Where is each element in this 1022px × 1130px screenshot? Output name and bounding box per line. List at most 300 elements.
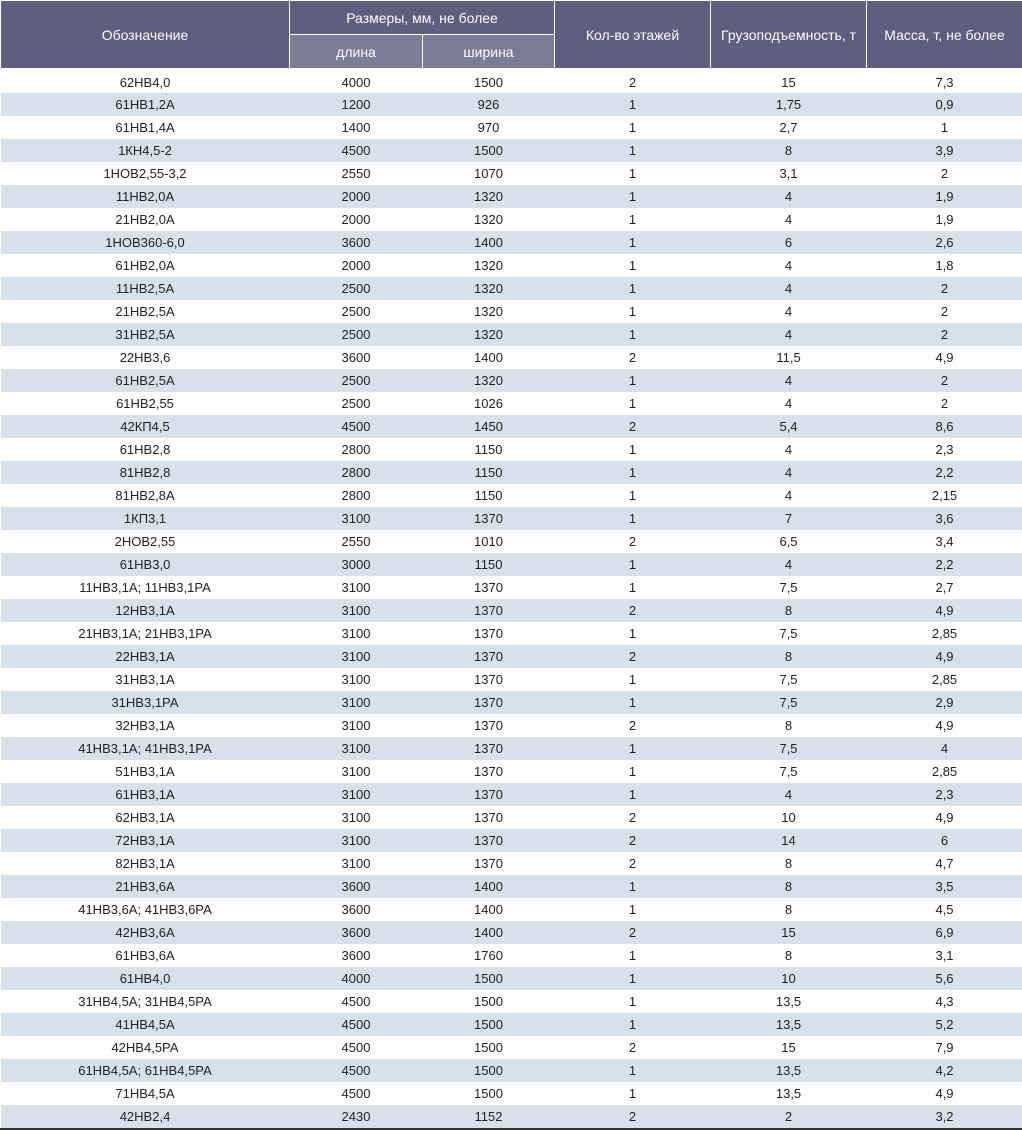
cell-designation: 1КН4,5-2 — [1, 139, 290, 162]
cell-capacity: 15 — [711, 69, 867, 94]
cell-mass: 2,3 — [867, 438, 1022, 461]
cell-designation: 21НВ2,5А — [1, 300, 290, 323]
cell-floors: 2 — [555, 1105, 711, 1128]
cell-designation: 71НВ4,5А — [1, 1082, 290, 1105]
cell-capacity: 4 — [711, 277, 867, 300]
table-row — [1, 829, 1022, 852]
cell-capacity: 4 — [711, 323, 867, 346]
cell-capacity: 6,5 — [711, 530, 867, 553]
cell-length: 3600 — [290, 875, 423, 898]
cell-mass: 2,7 — [867, 576, 1022, 599]
cell-floors: 1 — [555, 208, 711, 231]
table-row — [1, 461, 1022, 484]
cell-designation: 21НВ3,1А; 21НВ3,1РА — [1, 622, 290, 645]
cell-length: 2500 — [290, 300, 423, 323]
cell-floors: 1 — [555, 944, 711, 967]
table-row — [1, 438, 1022, 461]
table-row — [1, 323, 1022, 346]
cell-width: 970 — [423, 116, 555, 139]
cell-floors: 2 — [555, 921, 711, 944]
cell-capacity: 1,75 — [711, 93, 867, 116]
cell-designation: 11НВ2,5А — [1, 277, 290, 300]
cell-mass: 2 — [867, 369, 1022, 392]
cell-floors: 2 — [555, 415, 711, 438]
cell-width: 1370 — [423, 668, 555, 691]
table-row — [1, 185, 1022, 208]
cell-capacity: 2,7 — [711, 116, 867, 139]
cell-width: 1370 — [423, 599, 555, 622]
cell-mass: 7,3 — [867, 69, 1022, 94]
table-row — [1, 645, 1022, 668]
cell-mass: 4,3 — [867, 990, 1022, 1013]
table-row — [1, 1082, 1022, 1105]
cell-mass: 1,9 — [867, 208, 1022, 231]
cell-width: 1370 — [423, 783, 555, 806]
cell-length: 4000 — [290, 69, 423, 94]
cell-capacity: 7 — [711, 507, 867, 530]
cell-length: 3100 — [290, 576, 423, 599]
cell-capacity: 4 — [711, 553, 867, 576]
cell-length: 3600 — [290, 898, 423, 921]
cell-capacity: 10 — [711, 967, 867, 990]
cell-capacity: 8 — [711, 875, 867, 898]
cell-mass: 4,7 — [867, 852, 1022, 875]
cell-floors: 2 — [555, 714, 711, 737]
cell-width: 1320 — [423, 277, 555, 300]
table-row — [1, 967, 1022, 990]
cell-designation: 42НВ2,4 — [1, 1105, 290, 1128]
cell-mass: 2,3 — [867, 783, 1022, 806]
table-row — [1, 415, 1022, 438]
cell-capacity: 13,5 — [711, 1059, 867, 1082]
cell-capacity: 8 — [711, 714, 867, 737]
cell-floors: 1 — [555, 438, 711, 461]
cell-designation: 21НВ2,0А — [1, 208, 290, 231]
cell-mass: 0,9 — [867, 93, 1022, 116]
cell-floors: 1 — [555, 668, 711, 691]
cell-mass: 2,9 — [867, 691, 1022, 714]
cell-width: 1400 — [423, 898, 555, 921]
cell-designation: 61НВ3,0 — [1, 553, 290, 576]
cell-designation: 51НВ3,1А — [1, 760, 290, 783]
cell-mass: 2,85 — [867, 760, 1022, 783]
cell-designation: 61НВ4,5А; 61НВ4,5РА — [1, 1059, 290, 1082]
cell-length: 2500 — [290, 392, 423, 415]
table-row — [1, 737, 1022, 760]
cell-length: 4500 — [290, 139, 423, 162]
cell-mass: 3,6 — [867, 507, 1022, 530]
table-row — [1, 392, 1022, 415]
table-row — [1, 921, 1022, 944]
cell-designation: 41НВ4,5А — [1, 1013, 290, 1036]
cell-length: 3100 — [290, 783, 423, 806]
cell-length: 3100 — [290, 668, 423, 691]
cell-length: 2000 — [290, 185, 423, 208]
cell-width: 926 — [423, 93, 555, 116]
cell-mass: 2 — [867, 392, 1022, 415]
cell-mass: 4,9 — [867, 599, 1022, 622]
cell-floors: 1 — [555, 231, 711, 254]
cell-designation: 22НВ3,1А — [1, 645, 290, 668]
cell-floors: 1 — [555, 898, 711, 921]
cell-capacity: 8 — [711, 599, 867, 622]
cell-width: 1152 — [423, 1105, 555, 1128]
cell-floors: 1 — [555, 1082, 711, 1105]
cell-capacity: 13,5 — [711, 1082, 867, 1105]
cell-width: 1400 — [423, 875, 555, 898]
cell-length: 3600 — [290, 346, 423, 369]
cell-capacity: 7,5 — [711, 622, 867, 645]
cell-floors: 1 — [555, 967, 711, 990]
table-row — [1, 576, 1022, 599]
cell-floors: 2 — [555, 645, 711, 668]
cell-mass: 1,9 — [867, 185, 1022, 208]
cell-length: 3100 — [290, 691, 423, 714]
cell-floors: 1 — [555, 691, 711, 714]
table-row — [1, 277, 1022, 300]
cell-width: 1370 — [423, 852, 555, 875]
cell-length: 2500 — [290, 277, 423, 300]
table-row — [1, 231, 1022, 254]
cell-width: 1500 — [423, 967, 555, 990]
cell-length: 3600 — [290, 921, 423, 944]
cell-length: 3100 — [290, 507, 423, 530]
cell-designation: 12НВ3,1А — [1, 599, 290, 622]
table-row — [1, 760, 1022, 783]
cell-length: 1400 — [290, 116, 423, 139]
cell-floors: 1 — [555, 576, 711, 599]
cell-capacity: 2 — [711, 1105, 867, 1128]
cell-width: 1320 — [423, 323, 555, 346]
cell-length: 4500 — [290, 1013, 423, 1036]
cell-length: 2500 — [290, 369, 423, 392]
cell-capacity: 7,5 — [711, 760, 867, 783]
cell-capacity: 13,5 — [711, 1013, 867, 1036]
table-row — [1, 1059, 1022, 1082]
cell-width: 1320 — [423, 254, 555, 277]
cell-capacity: 8 — [711, 852, 867, 875]
cell-capacity: 3,1 — [711, 162, 867, 185]
cell-capacity: 7,5 — [711, 691, 867, 714]
table-row — [1, 668, 1022, 691]
cell-floors: 2 — [555, 599, 711, 622]
cell-width: 1370 — [423, 645, 555, 668]
cell-mass: 2 — [867, 162, 1022, 185]
table-row — [1, 300, 1022, 323]
cell-width: 1320 — [423, 369, 555, 392]
cell-length: 2000 — [290, 254, 423, 277]
cell-designation: 72НВ3,1А — [1, 829, 290, 852]
cell-mass: 4,9 — [867, 714, 1022, 737]
cell-width: 1500 — [423, 1082, 555, 1105]
cell-width: 1370 — [423, 507, 555, 530]
cell-designation: 61НВ2,5А — [1, 369, 290, 392]
cell-mass: 4,5 — [867, 898, 1022, 921]
header-designation: Обозначение — [1, 1, 290, 69]
cell-mass: 2,85 — [867, 622, 1022, 645]
table-row — [1, 139, 1022, 162]
cell-width: 1026 — [423, 392, 555, 415]
cell-mass: 4,9 — [867, 346, 1022, 369]
cell-length: 3100 — [290, 806, 423, 829]
header-mass: Масса, т, не более — [867, 1, 1022, 69]
cell-capacity: 10 — [711, 806, 867, 829]
cell-width: 1070 — [423, 162, 555, 185]
cell-designation: 61НВ2,0А — [1, 254, 290, 277]
cell-capacity: 4 — [711, 438, 867, 461]
cell-floors: 1 — [555, 254, 711, 277]
cell-width: 1150 — [423, 438, 555, 461]
cell-mass: 5,6 — [867, 967, 1022, 990]
cell-width: 1500 — [423, 1036, 555, 1059]
cell-designation: 41НВ3,6А; 41НВ3,6РА — [1, 898, 290, 921]
header-width: ширина — [423, 35, 555, 69]
cell-designation: 61НВ1,2А — [1, 93, 290, 116]
cell-width: 1400 — [423, 231, 555, 254]
cell-capacity: 8 — [711, 944, 867, 967]
table-row — [1, 852, 1022, 875]
cell-width: 1500 — [423, 69, 555, 94]
cell-capacity: 11,5 — [711, 346, 867, 369]
cell-width: 1500 — [423, 1013, 555, 1036]
cell-capacity: 4 — [711, 254, 867, 277]
cell-width: 1400 — [423, 346, 555, 369]
cell-width: 1370 — [423, 737, 555, 760]
cell-length: 3100 — [290, 829, 423, 852]
cell-length: 2430 — [290, 1105, 423, 1128]
cell-capacity: 15 — [711, 1036, 867, 1059]
cell-length: 4500 — [290, 415, 423, 438]
cell-width: 1320 — [423, 300, 555, 323]
cell-designation: 1НОВ360-6,0 — [1, 231, 290, 254]
cell-mass: 3,2 — [867, 1105, 1022, 1128]
table-header — [1, 1, 1022, 69]
cell-floors: 2 — [555, 346, 711, 369]
cell-designation: 11НВ3,1А; 11НВ3,1РА — [1, 576, 290, 599]
cell-capacity: 7,5 — [711, 668, 867, 691]
cell-floors: 1 — [555, 622, 711, 645]
cell-length: 3000 — [290, 553, 423, 576]
cell-length: 4500 — [290, 1036, 423, 1059]
cell-mass: 2,15 — [867, 484, 1022, 507]
cell-mass: 6,9 — [867, 921, 1022, 944]
cell-length: 3100 — [290, 760, 423, 783]
table-row — [1, 530, 1022, 553]
cell-designation: 2НОВ2,55 — [1, 530, 290, 553]
cell-floors: 1 — [555, 1013, 711, 1036]
cell-designation: 62НВ4,0 — [1, 69, 290, 94]
table-row — [1, 599, 1022, 622]
cell-designation: 1КП3,1 — [1, 507, 290, 530]
cell-mass: 2,2 — [867, 461, 1022, 484]
cell-capacity: 7,5 — [711, 737, 867, 760]
table-row — [1, 898, 1022, 921]
table-row — [1, 806, 1022, 829]
cell-mass: 3,9 — [867, 139, 1022, 162]
cell-capacity: 15 — [711, 921, 867, 944]
cell-floors: 1 — [555, 760, 711, 783]
cell-capacity: 4 — [711, 369, 867, 392]
cell-capacity: 7,5 — [711, 576, 867, 599]
cell-capacity: 8 — [711, 898, 867, 921]
cell-designation: 42КП4,5 — [1, 415, 290, 438]
cell-capacity: 4 — [711, 392, 867, 415]
cell-floors: 2 — [555, 530, 711, 553]
cell-mass: 4,9 — [867, 645, 1022, 668]
table-row — [1, 507, 1022, 530]
cell-designation: 31НВ3,1А — [1, 668, 290, 691]
table-row — [1, 69, 1022, 94]
cell-width: 1760 — [423, 944, 555, 967]
cell-width: 1010 — [423, 530, 555, 553]
cell-width: 1370 — [423, 806, 555, 829]
cell-capacity: 5,4 — [711, 415, 867, 438]
cell-width: 1500 — [423, 1059, 555, 1082]
table-row — [1, 254, 1022, 277]
table-row — [1, 990, 1022, 1013]
cell-length: 3600 — [290, 231, 423, 254]
cell-designation: 81НВ2,8 — [1, 461, 290, 484]
table-row — [1, 1036, 1022, 1059]
cell-width: 1370 — [423, 829, 555, 852]
cell-designation: 31НВ3,1РА — [1, 691, 290, 714]
cell-length: 2550 — [290, 530, 423, 553]
cell-designation: 62НВ3,1А — [1, 806, 290, 829]
cell-floors: 1 — [555, 139, 711, 162]
cell-capacity: 13,5 — [711, 990, 867, 1013]
cell-designation: 1НОВ2,55-3,2 — [1, 162, 290, 185]
cell-mass: 2 — [867, 277, 1022, 300]
cell-designation: 61НВ2,8 — [1, 438, 290, 461]
cell-floors: 1 — [555, 93, 711, 116]
table-row — [1, 346, 1022, 369]
cell-floors: 2 — [555, 829, 711, 852]
cell-designation: 81НВ2,8А — [1, 484, 290, 507]
cell-floors: 1 — [555, 461, 711, 484]
table-row — [1, 1105, 1022, 1128]
cell-width: 1320 — [423, 185, 555, 208]
cell-capacity: 8 — [711, 645, 867, 668]
cell-floors: 1 — [555, 875, 711, 898]
cell-width: 1370 — [423, 691, 555, 714]
cell-mass: 4,9 — [867, 806, 1022, 829]
cell-mass: 2,2 — [867, 553, 1022, 576]
cell-designation: 31НВ4,5А; 31НВ4,5РА — [1, 990, 290, 1013]
cell-mass: 1 — [867, 116, 1022, 139]
cell-floors: 1 — [555, 162, 711, 185]
cell-width: 1150 — [423, 461, 555, 484]
cell-designation: 61НВ4,0 — [1, 967, 290, 990]
cell-length: 2800 — [290, 461, 423, 484]
cell-floors: 2 — [555, 852, 711, 875]
cell-mass: 4,9 — [867, 1082, 1022, 1105]
cell-length: 3100 — [290, 622, 423, 645]
cell-capacity: 6 — [711, 231, 867, 254]
table-row — [1, 1013, 1022, 1036]
cell-mass: 2,85 — [867, 668, 1022, 691]
cell-floors: 1 — [555, 185, 711, 208]
cell-designation: 61НВ3,1А — [1, 783, 290, 806]
table-row — [1, 162, 1022, 185]
cell-length: 1200 — [290, 93, 423, 116]
cell-width: 1150 — [423, 553, 555, 576]
table-row — [1, 553, 1022, 576]
cell-mass: 4,2 — [867, 1059, 1022, 1082]
cell-floors: 1 — [555, 392, 711, 415]
cell-floors: 1 — [555, 116, 711, 139]
cell-capacity: 4 — [711, 484, 867, 507]
cell-mass: 2,6 — [867, 231, 1022, 254]
cell-floors: 1 — [555, 323, 711, 346]
cell-width: 1500 — [423, 990, 555, 1013]
cell-length: 3100 — [290, 714, 423, 737]
cell-floors: 1 — [555, 783, 711, 806]
cell-floors: 1 — [555, 1059, 711, 1082]
cell-designation: 32НВ3,1А — [1, 714, 290, 737]
cell-designation: 21НВ3,6А — [1, 875, 290, 898]
table-row — [1, 93, 1022, 116]
table-body — [1, 69, 1022, 1129]
cell-width: 1400 — [423, 921, 555, 944]
cell-length: 4500 — [290, 990, 423, 1013]
cell-capacity: 4 — [711, 185, 867, 208]
header-dimensions: Размеры, мм, не более — [290, 1, 555, 35]
cell-length: 4500 — [290, 1059, 423, 1082]
cell-floors: 1 — [555, 277, 711, 300]
cell-mass: 3,1 — [867, 944, 1022, 967]
table-row — [1, 944, 1022, 967]
cell-floors: 2 — [555, 1036, 711, 1059]
cell-capacity: 4 — [711, 461, 867, 484]
cell-length: 3100 — [290, 737, 423, 760]
cell-mass: 4 — [867, 737, 1022, 760]
cell-length: 3100 — [290, 599, 423, 622]
cell-floors: 1 — [555, 300, 711, 323]
cell-floors: 1 — [555, 507, 711, 530]
table-row — [1, 691, 1022, 714]
table-row — [1, 783, 1022, 806]
cell-capacity: 4 — [711, 208, 867, 231]
cell-length: 2550 — [290, 162, 423, 185]
cell-designation: 22НВ3,6 — [1, 346, 290, 369]
cell-mass: 5,2 — [867, 1013, 1022, 1036]
cell-width: 1370 — [423, 622, 555, 645]
cell-length: 2500 — [290, 323, 423, 346]
cell-mass: 6 — [867, 829, 1022, 852]
cell-designation: 61НВ1,4А — [1, 116, 290, 139]
header-floors: Кол-во этажей — [555, 1, 711, 69]
table-row — [1, 622, 1022, 645]
cell-designation: 61НВ3,6А — [1, 944, 290, 967]
cell-floors: 1 — [555, 990, 711, 1013]
cell-length: 2800 — [290, 438, 423, 461]
cell-floors: 1 — [555, 369, 711, 392]
cell-designation: 42НВ4,5РА — [1, 1036, 290, 1059]
cell-designation: 41НВ3,1А; 41НВ3,1РА — [1, 737, 290, 760]
cell-floors: 1 — [555, 484, 711, 507]
cell-capacity: 4 — [711, 783, 867, 806]
cell-length: 2800 — [290, 484, 423, 507]
table-row — [1, 714, 1022, 737]
cell-designation: 31НВ2,5А — [1, 323, 290, 346]
cell-mass: 2 — [867, 300, 1022, 323]
cell-width: 1370 — [423, 576, 555, 599]
cell-width: 1370 — [423, 760, 555, 783]
cell-length: 4000 — [290, 967, 423, 990]
cell-floors: 2 — [555, 69, 711, 94]
table-row — [1, 116, 1022, 139]
cell-mass: 3,4 — [867, 530, 1022, 553]
